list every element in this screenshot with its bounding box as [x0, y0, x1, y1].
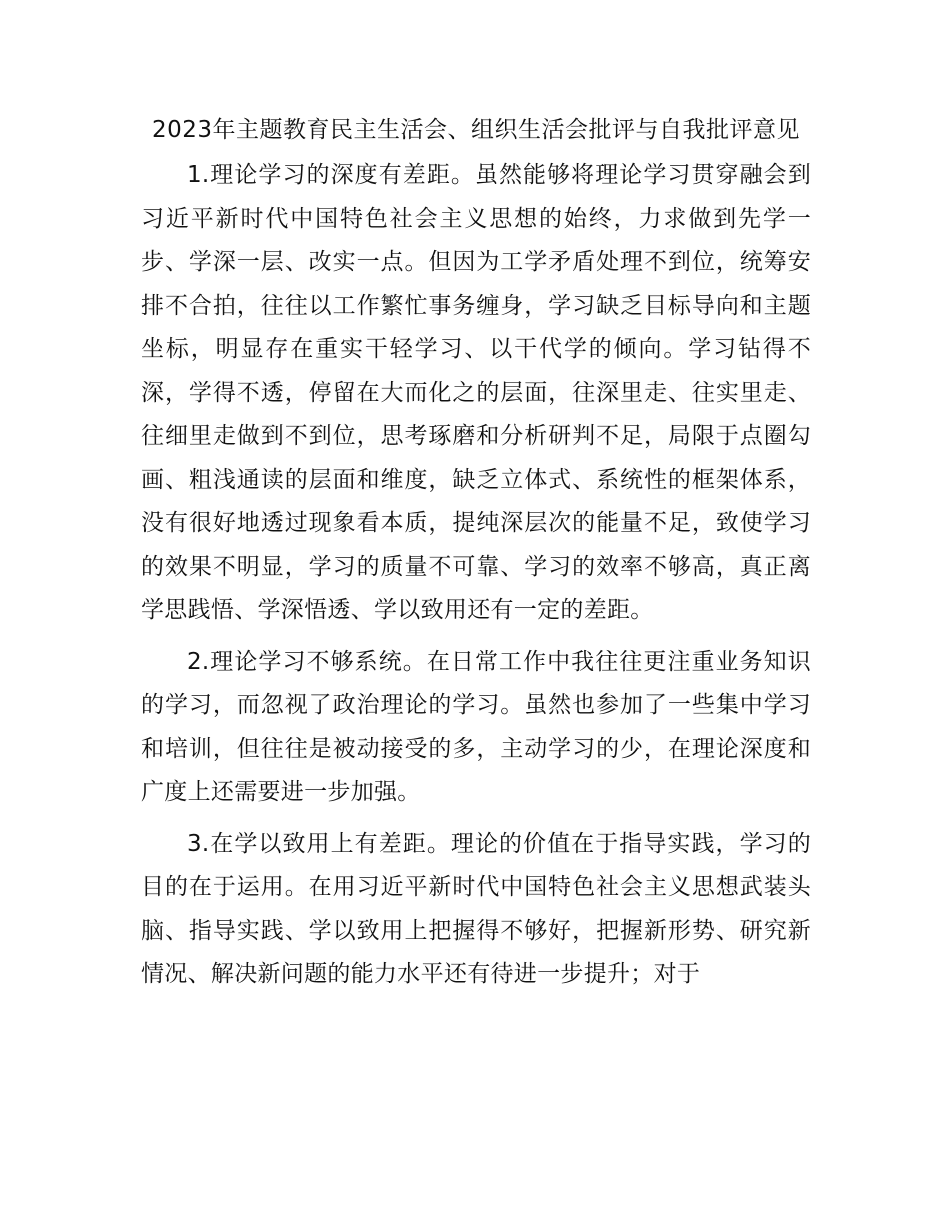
paragraph-2: 2.理论学习不够系统。在日常工作中我往往更注重业务知识的学习，而忽视了政治理论的学习。虽然也参加了一些集中学习和培训，但往往是被动接受的多，主动学习的少，在理论深度和广度上还需要进一步加强。 — [141, 648, 811, 805]
paragraph-3: 3.在学以致用上有差距。理论的价值在于指导实践，学习的目的在于运用。在用习近平新时代中国特色社会主义思想武装头脑、指导实践、学以致用上把握得不够好，把握新形势、研究新情况、解决新问题的能力水平还有待进一步提升；对于 — [141, 830, 811, 987]
document-page — [141, 108, 811, 1005]
document-title: 2023年主题教育民主生活会、组织生活会批评与自我批评意见 — [151, 117, 801, 143]
paragraph-1: 1.理论学习的深度有差距。虽然能够将理论学习贯穿融会到习近平新时代中国特色社会主义思想的始终，力求做到先学一步、学深一层、改实一点。但因为工学矛盾处理不到位，统筹安排不合拍，往往以工作繁忙事务缠身，学习缺乏目标导向和主题坐标，明显存在重实干轻学习、以干代学的倾向。学习钻得不深，学得不透，停留在大而化之的层面，往深里走、往实里走、往细里走做到不到位，思考琢磨和分析研判不足，局限于点圈勾画、粗浅通读的层面和维度，缺乏立体式、系统性的框架体系，没有很好地透过现象看本质，提纯深层次的能量不足，致使学习的效果不明显，学习的质量不可靠、学习的效率不够高，真正离学思践悟、学深悟透、学以致用还有一定的差距。 — [141, 162, 811, 623]
